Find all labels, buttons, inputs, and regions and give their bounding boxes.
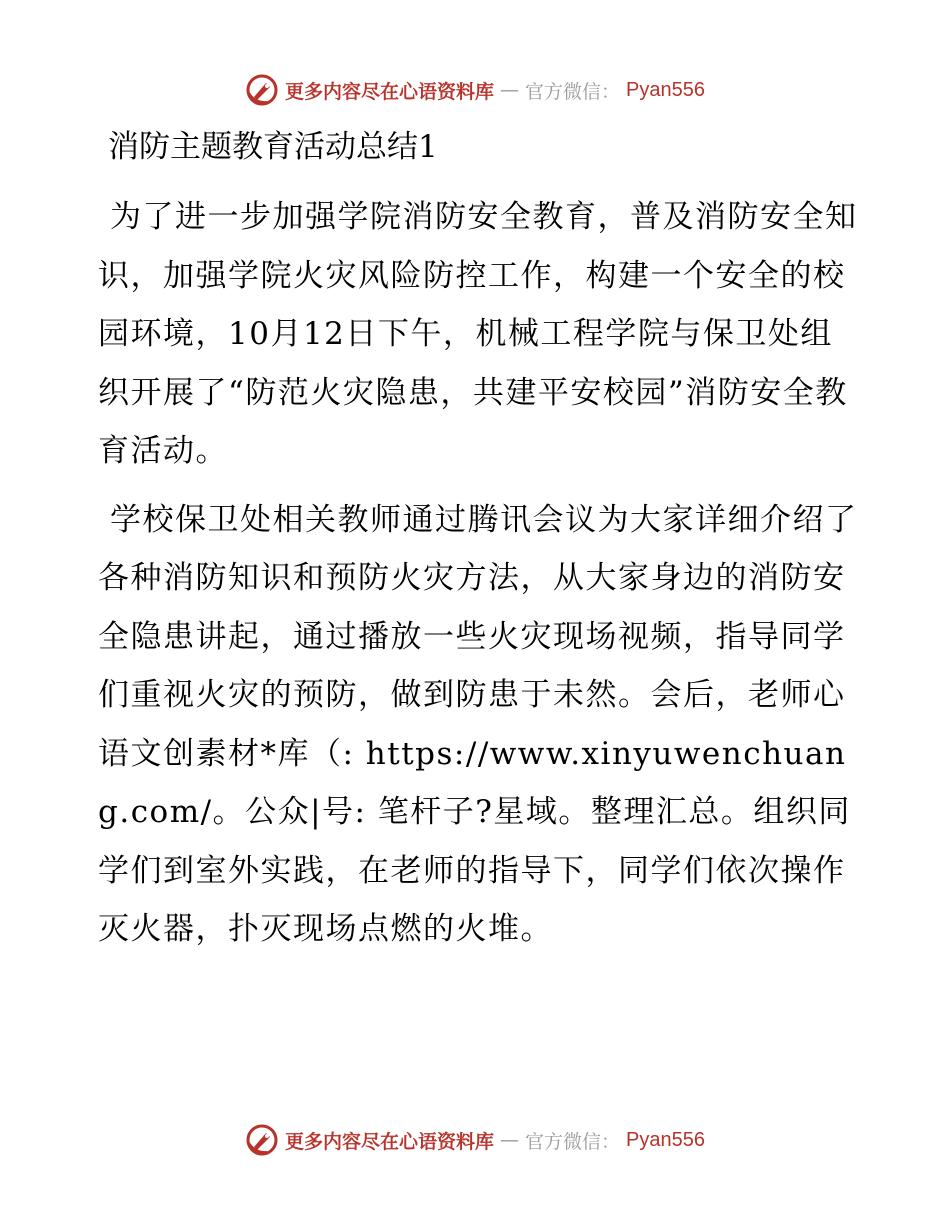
footer-banner [0,1120,950,1160]
document-body [98,118,858,959]
pen-nib-logo-icon [245,73,279,107]
banner-dash: — [500,1129,520,1151]
document-title: 消防主题教育活动总结1 [108,129,438,165]
paragraph-1: 为了进一步加强学院消防安全教育，普及消防安全知识，加强学院火灾风险防控工作，构建一个安全的校园环境，10月12日下午，机械工程学院与保卫处组织开展了“防范火灾隐患，共建平安校园”消防安全教育活动。 [98,199,858,469]
banner-wechat-label: 官方微信： [525,80,621,103]
pen-nib-logo-icon [245,1123,279,1157]
banner-wechat-id: Pyan556 [626,78,705,101]
banner-dash: — [500,79,520,101]
banner-site-text: 更多内容尽在心语资料库 [285,1130,495,1153]
banner-site-text: 更多内容尽在心语资料库 [285,80,495,103]
header-banner [0,70,950,110]
banner-wechat-label: 官方微信： [525,1130,621,1153]
banner-wechat-id: Pyan556 [626,1128,705,1151]
paragraph-2: 学校保卫处相关教师通过腾讯会议为大家详细介绍了各种消防知识和预防火灾方法，从大家身边的消防安全隐患讲起，通过播放一些火灾现场视频，指导同学们重视火灾的预防，做到防患于未然。会后，老师心语文创素材*库（: https://www.xinyuwenchuang.com/。公众|号: 笔杆子?星域。整理汇总。组织同学们到室外实践，在老师的指导下，同学们依次操作灭火器，扑灭现场点燃的火堆。 [98,501,858,947]
